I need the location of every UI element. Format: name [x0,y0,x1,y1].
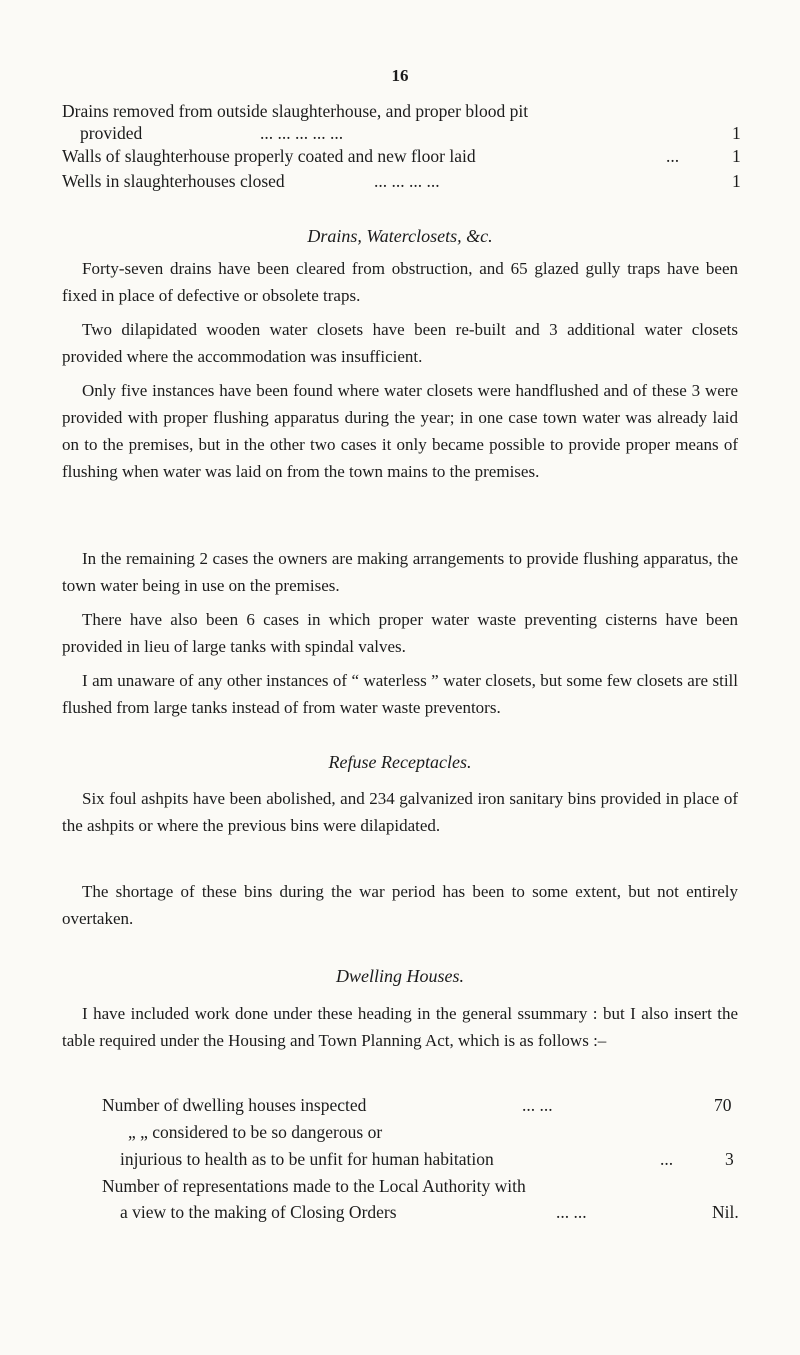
row-value: 3 [725,1149,734,1169]
row-label: Number of representations made to the Local Authority with [102,1176,526,1196]
row-label: injurious to health as to be unfit for human habitation [120,1149,494,1169]
row-value: Nil. [712,1202,739,1222]
paragraph: Forty-seven drains have been cleared from obstruction, and 65 glazed gully traps have been fixed in place of defective or obsolete traps. [62,259,738,305]
item-text: provided [80,123,143,143]
paragraph: I am unaware of any other instances of “ waterless ” water closets, but some few closets are still flushed from large tanks instead of from water waste preventors. [62,671,738,717]
item-text: Drains removed from outside slaughterhouse, and proper blood pit [62,101,529,121]
paragraph: There have also been 6 cases in which proper water waste preventing cisterns have been provided in lieu of large tanks with spindal valves. [62,610,738,656]
leader-dots: ... ... [522,1095,553,1115]
row-value: 70 [714,1095,732,1115]
section-heading-dwelling: Dwelling Houses. [336,966,464,986]
paragraph: Only five instances have been found where water closets were handflushed and of these 3 were provided with proper flushing apparatus during the year; in one case town water was already laid on to the premises, but in the other two cases it only became possible to provide proper means of flushing when water was laid on from the town mains to the premises. [62,381,738,481]
leader-dots: ... [666,146,680,166]
paragraph: Six foul ashpits have been abolished, and 234 galvanized iron sanitary bins provided in place of the ashpits or where the previous bins were dilapidated. [62,789,738,835]
leader-dots: ... ... ... ... [374,171,440,191]
leader-dots: ... ... ... ... ... [260,123,344,143]
paragraph: The shortage of these bins during the war period has been to some extent, but not entirely overtaken. [62,882,738,928]
paragraph: In the remaining 2 cases the owners are making arrangements to provide flushing apparatus, the town water being in use on the premises. [62,549,738,595]
item-text: Wells in slaughterhouses closed [62,171,285,191]
paragraph: I have included work done under these heading in the general ssummary : but I also insert the table required under the Housing and Town Planning Act, which is as follows :– [62,1004,738,1050]
section-heading-drains: Drains, Waterclosets, &c. [307,226,493,246]
item-count: 1 [732,171,741,191]
item-count: 1 [732,123,741,143]
leader-dots: ... [660,1149,674,1169]
item-text: Walls of slaughterhouse properly coated and new floor laid [62,146,476,166]
leader-dots: ... ... [556,1202,587,1222]
section-heading-refuse: Refuse Receptacles. [328,752,472,772]
item-count: 1 [732,146,741,166]
paragraph: Two dilapidated wooden water closets have been re-built and 3 additional water closets provided where the accommodation was insufficient. [62,320,738,366]
page-number: 16 [391,66,409,85]
row-label: a view to the making of Closing Orders [120,1202,397,1222]
row-label: Number of dwelling houses inspected [102,1095,367,1115]
row-label: „ „ considered to be so dangerous or [128,1122,383,1142]
